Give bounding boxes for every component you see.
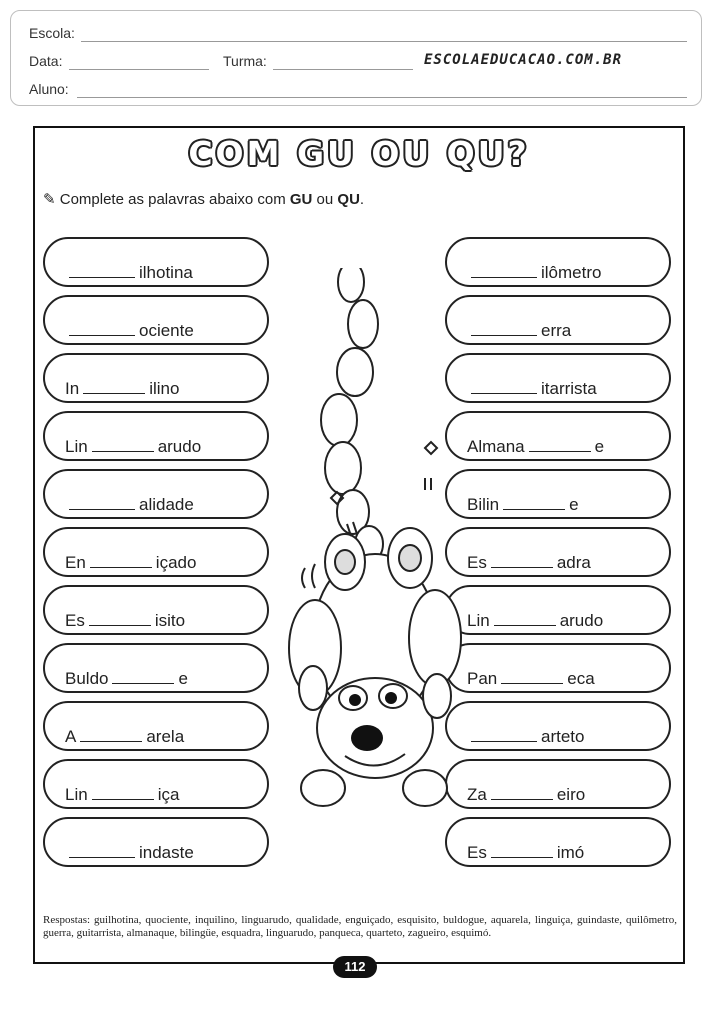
instruction-post: . [359, 191, 365, 208]
left-word-text [65, 379, 179, 399]
answer-key: Respostas: guilhotina, quociente, inquilino, linguarudo, qualidade, enguiçado, esquisito, buldogue, aquarela, linguiça, guindaste, quilômetro, guerra, guitarrista, almanaque, bilingüe, esquadra, linguarudo, panqueca, quarteto, zagueiro, esquimó. [43, 914, 677, 939]
aluno-label: Aluno: [29, 81, 69, 97]
dog-illustration [275, 268, 485, 828]
word-suffix: ilômetro [541, 263, 602, 282]
word-suffix: ilino [149, 379, 180, 398]
data-line [69, 69, 209, 70]
worksheet [33, 126, 685, 964]
word-prefix: Lin [467, 611, 490, 630]
fill-in-blank[interactable] [69, 335, 135, 336]
word-suffix: itarrista [541, 379, 597, 398]
word-prefix: Lin [65, 785, 88, 804]
turma-label: Turma: [223, 53, 267, 69]
left-word-pill [43, 295, 269, 345]
left-word-text [65, 843, 194, 863]
instruction-gu: GU [289, 191, 313, 208]
right-word-text [467, 437, 604, 457]
instruction [43, 190, 364, 208]
word-suffix: içado [155, 553, 197, 572]
word-suffix: isito [154, 611, 186, 630]
word-suffix: iça [157, 785, 180, 804]
left-word-pill [43, 585, 269, 635]
fill-in-blank[interactable] [92, 799, 154, 800]
left-word-text [65, 437, 201, 457]
right-word-text [467, 669, 595, 689]
word-suffix: alidade [139, 495, 194, 514]
left-word-text [65, 263, 193, 283]
word-suffix: arudo [157, 437, 202, 456]
instruction-pre: Complete as palavras abaixo com [59, 191, 290, 208]
word-suffix: eca [567, 669, 595, 688]
word-suffix: arudo [559, 611, 604, 630]
left-word-pill [43, 643, 269, 693]
word-prefix: In [65, 379, 80, 398]
turma-line [273, 69, 413, 70]
word-suffix: arteto [541, 727, 585, 746]
left-word-text [65, 785, 179, 805]
word-prefix: Es [65, 611, 85, 630]
word-prefix: Almana [467, 437, 525, 456]
left-word-pill [43, 237, 269, 287]
fill-in-blank[interactable] [92, 451, 154, 452]
aluno-line [77, 97, 687, 98]
left-word-text [65, 553, 196, 573]
instruction-mid: ou [312, 191, 338, 208]
word-prefix: Bilin [467, 495, 500, 514]
left-word-pill [43, 469, 269, 519]
word-prefix: A [65, 727, 77, 746]
left-word-pill [43, 353, 269, 403]
word-prefix: Buldo [65, 669, 109, 688]
brand-text: ESCOLAEDUCACAO.COM.BR [424, 52, 623, 68]
fill-in-blank[interactable] [491, 857, 553, 858]
left-word-pill [43, 817, 269, 867]
right-word-text [467, 843, 584, 863]
word-prefix: Es [467, 553, 487, 572]
page-number: 112 [333, 956, 377, 978]
left-word-text [65, 669, 188, 689]
word-suffix: e [594, 437, 605, 456]
word-suffix: arela [146, 727, 185, 746]
fill-in-blank[interactable] [69, 857, 135, 858]
left-word-pill [43, 701, 269, 751]
word-prefix: Es [467, 843, 487, 862]
pencil-icon: ✎ [43, 191, 56, 208]
fill-in-blank[interactable] [69, 277, 135, 278]
fill-in-blank[interactable] [90, 567, 152, 568]
word-prefix: Lin [65, 437, 88, 456]
right-word-text [467, 553, 591, 573]
fill-in-blank[interactable] [83, 393, 145, 394]
instruction-qu: QU [337, 191, 360, 208]
fill-in-blank[interactable] [501, 683, 563, 684]
left-word-text [65, 495, 194, 515]
fill-in-blank[interactable] [491, 799, 553, 800]
left-word-pill [43, 527, 269, 577]
word-suffix: eiro [556, 785, 586, 804]
word-suffix: indaste [139, 843, 194, 862]
word-suffix: ilhotina [139, 263, 193, 282]
data-label: Data: [29, 53, 63, 69]
fill-in-blank[interactable] [89, 625, 151, 626]
fill-in-blank[interactable] [491, 567, 553, 568]
word-suffix: ociente [139, 321, 194, 340]
left-word-pill [43, 759, 269, 809]
right-word-text [467, 379, 597, 399]
word-suffix: e [569, 495, 579, 514]
fill-in-blank[interactable] [494, 625, 556, 626]
word-prefix: En [65, 553, 86, 572]
left-word-pill [43, 411, 269, 461]
word-suffix: erra [541, 321, 572, 340]
fill-in-blank[interactable] [80, 741, 142, 742]
word-suffix: e [178, 669, 188, 688]
word-suffix: imó [556, 843, 585, 862]
right-word-text [467, 263, 601, 283]
fill-in-blank[interactable] [503, 509, 565, 510]
word-prefix: Pan [467, 669, 498, 688]
fill-in-blank[interactable] [69, 509, 135, 510]
fill-in-blank[interactable] [529, 451, 591, 452]
page-title: COM GU OU QU? [188, 134, 530, 173]
left-word-text [65, 611, 185, 631]
word-prefix: Za [467, 785, 487, 804]
escola-line [81, 41, 687, 42]
word-suffix: adra [556, 553, 591, 572]
left-word-text [65, 727, 184, 747]
fill-in-blank[interactable] [112, 683, 174, 684]
left-word-text [65, 321, 194, 341]
escola-label: Escola: [29, 25, 75, 41]
right-word-text [467, 611, 603, 631]
